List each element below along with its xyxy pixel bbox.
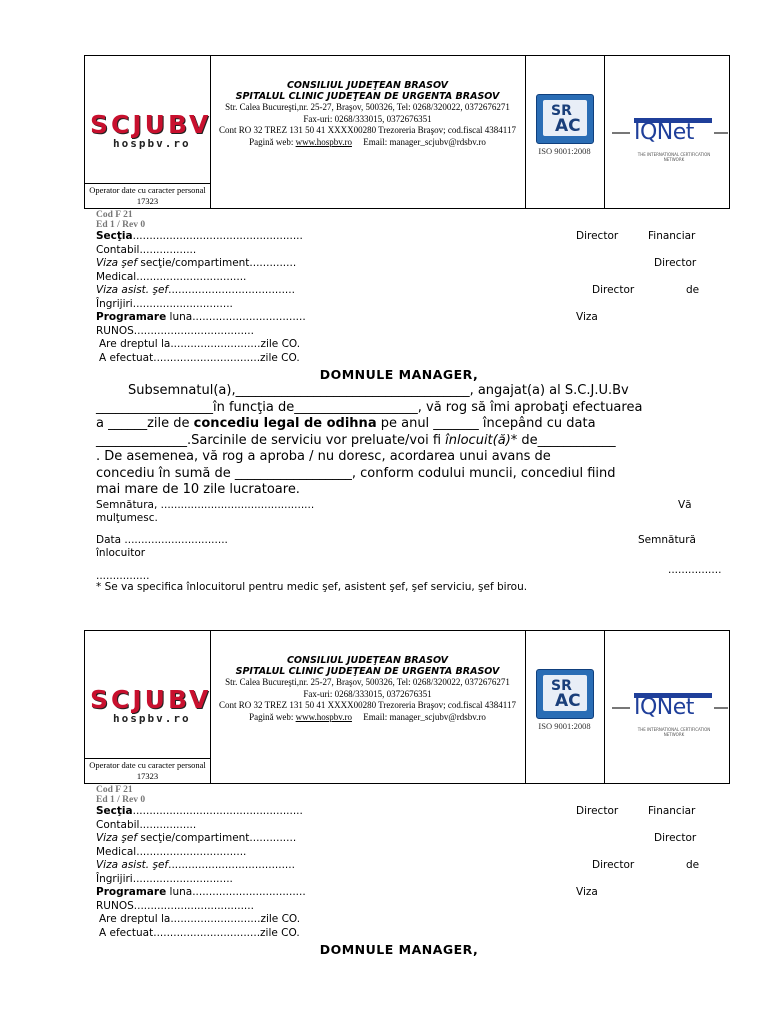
org-council: CONSILIUL JUDEŢEAN BRASOV <box>286 80 449 91</box>
ingrijiri-field-copy[interactable]: .............................. <box>132 872 233 885</box>
entitled-days[interactable]: Are dreptul la...........................zile CO. <box>99 338 301 350</box>
de-label-copy: de <box>686 859 700 871</box>
viza-asist-label-copy: Viza asist. şef <box>96 859 169 871</box>
programare-field[interactable]: luna.................................. <box>166 311 306 323</box>
address-copy: Str. Calea Bucureşti,nr. 25-27, Braşov, 500326, Tel: 0268/320022, 0372676271 <box>225 677 510 687</box>
srac-ac-copy: AC <box>555 691 581 711</box>
para-line-7: mai mare de 10 zile lucratoare. <box>96 482 300 497</box>
org-council-copy: CONSILIUL JUDEŢEAN BRASOV <box>286 655 449 666</box>
hospital-logo-sub: hospbv.ro <box>113 137 191 150</box>
srac-cell-copy <box>525 631 605 783</box>
iqnet-dash-right-copy <box>714 707 728 709</box>
director-ingrijiri-copy: Director <box>592 859 635 871</box>
srac-sr-copy: SR <box>551 678 572 694</box>
signature2-label: Semnătură <box>638 533 696 546</box>
director-ingrijiri: Director <box>592 284 635 296</box>
viza-asist-label: Viza asist. şef <box>96 284 169 296</box>
letterhead-copy <box>84 630 730 784</box>
iqnet-dash-left-copy <box>612 707 630 709</box>
medical-field-copy[interactable]: ................................. <box>136 845 247 858</box>
form-title-copy: DOMNULE MANAGER, <box>319 942 479 957</box>
programare-label: Programare <box>96 311 167 323</box>
runos-label-copy: RUNOS <box>96 899 134 912</box>
viza-sef-label-copy: Viza şef <box>96 832 138 844</box>
medical-label-copy: Medical <box>96 845 137 858</box>
form-edition-copy: Ed 1 / Rev 0 <box>96 795 146 805</box>
hospital-logo: SCJUBV <box>90 110 212 139</box>
email: Email: manager_scjubv@rdsbv.ro <box>363 136 486 147</box>
viza-label: Viza <box>576 311 598 323</box>
leave-form <box>96 210 722 595</box>
iqnet-logo: IQNet <box>634 120 694 145</box>
web-link[interactable]: www.hospbv.ro <box>295 136 352 147</box>
para-line-3: a ______zile de concediu legal de odihna pe anul _______ începând cu data <box>96 416 596 431</box>
para-line-1: Subsemnatul(a),____________________________________, angajat(a) al S.C.J.U.Bv <box>128 383 629 398</box>
taken-days[interactable]: A efectuat................................zile CO. <box>99 351 300 364</box>
iso-label: ISO 9001:2008 <box>538 146 591 156</box>
srac-ac: AC <box>555 116 581 136</box>
replacement-field[interactable]: ................ <box>96 569 150 582</box>
hospital-logo-sub-copy: hospbv.ro <box>113 712 191 725</box>
srac-cell <box>525 56 605 208</box>
iqnet-logo-copy: IQNet <box>634 695 694 720</box>
director-med-copy: Director <box>654 832 697 844</box>
fin-label-copy: Financiar <box>648 805 696 817</box>
letterhead <box>84 55 730 209</box>
para-line-6: concediu în sumă de __________________, conform codului muncii, concediul fiind <box>96 465 616 481</box>
replacement-label: înlocuitor <box>96 547 146 559</box>
para-line-5: . De asemenea, vă rog a aproba / nu doresc, acordarea unui avans de <box>96 449 551 464</box>
iqnet-subtitle: THE INTERNATIONAL CERTIFICATION NETWORK <box>637 152 711 162</box>
iqnet-cell <box>604 56 730 208</box>
iqnet-dash-left <box>612 132 630 134</box>
form-code: Cod F 21 <box>96 210 133 220</box>
ingrijiri-label: Îngrijiri <box>96 297 133 310</box>
contabil-field[interactable]: ................. <box>139 243 197 256</box>
contabil-field-copy[interactable]: ................. <box>139 818 197 831</box>
viza-asist-field[interactable]: ...................................... <box>168 284 295 296</box>
entitled-days-copy[interactable]: Are dreptul la...........................zile CO. <box>99 913 301 925</box>
thanks-label: mulţumesc. <box>96 512 158 524</box>
sectia-field[interactable]: ................................................... <box>132 230 303 242</box>
viza-asist-field-copy[interactable]: ...................................... <box>168 859 295 871</box>
fax-copy: Fax-uri: 0268/333015, 0372676351 <box>303 688 432 699</box>
para-line-4: ______________.Sarcinile de serviciu vor preluate/voi fi înlocuit(ă)* de____________ <box>96 432 616 448</box>
director-fin: Director <box>576 230 619 242</box>
institution-info-copy <box>210 631 526 783</box>
iqnet-subtitle-copy: THE INTERNATIONAL CERTIFICATION NETWORK <box>637 727 711 737</box>
request-paragraph <box>96 383 702 499</box>
director-med: Director <box>654 257 697 269</box>
viza-label-copy: Viza <box>576 886 598 898</box>
medical-label: Medical <box>96 270 137 283</box>
footnote: * Se va specifica înlocuitorul pentru medic şef, asistent şef, şef serviciu, şef birou. <box>96 581 528 593</box>
logo-cell-copy <box>85 631 211 783</box>
viza-sef-field-copy[interactable]: secţie/compartiment.............. <box>137 832 297 844</box>
runos-label: RUNOS <box>96 324 134 337</box>
programare-label-copy: Programare <box>96 886 167 898</box>
form-code-copy: Cod F 21 <box>96 785 133 795</box>
contabil-label-copy: Contabil <box>96 818 140 831</box>
leave-form-copy <box>96 785 702 957</box>
web-label: Pagină web: <box>249 136 294 147</box>
web-label-copy: Pagină web: <box>249 711 294 722</box>
srac-logo <box>536 94 594 144</box>
logo-cell <box>85 56 211 208</box>
iso-label-copy: ISO 9001:2008 <box>538 721 591 731</box>
srac-logo-copy <box>536 669 594 719</box>
sectia-label: Secţia <box>96 230 133 242</box>
para-line-2: __________________în funcţia de___________________, vă rog să îmi aprobaţi efectuarea <box>96 399 643 415</box>
bank-account-copy: Cont RO 32 TREZ 131 50 41 XXXX00280 Trezoreria Braşov; cod.fiscal 4384117 <box>219 700 516 710</box>
institution-info <box>210 56 526 208</box>
sectia-field-copy[interactable]: ................................................... <box>132 805 303 817</box>
fax: Fax-uri: 0268/333015, 0372676351 <box>303 113 432 124</box>
director-fin-copy: Director <box>576 805 619 817</box>
org-hospital: SPITALUL CLINIC JUDEŢEAN DE URGENTA BRASOV <box>235 91 500 102</box>
address: Str. Calea Bucureşti,nr. 25-27, Braşov, 500326, Tel: 0268/320022, 0372676271 <box>225 102 510 112</box>
runos-field-copy[interactable]: .................................... <box>133 899 254 912</box>
form-title: DOMNULE MANAGER, <box>319 367 479 382</box>
iqnet-cell-copy <box>604 631 730 783</box>
email-copy: Email: manager_scjubv@rdsbv.ro <box>363 711 486 722</box>
web-line <box>210 137 525 149</box>
iqnet-dash-right <box>714 132 728 134</box>
taken-days-copy[interactable]: A efectuat................................zile CO. <box>99 926 300 939</box>
operator-note-copy: Operator date cu caracter personal 17323 <box>85 758 210 783</box>
bank-account: Cont RO 32 TREZ 131 50 41 XXXX00280 Trezoreria Braşov; cod.fiscal 4384117 <box>219 125 516 135</box>
contabil-label: Contabil <box>96 243 140 256</box>
ingrijiri-label-copy: Îngrijiri <box>96 872 133 885</box>
sectia-label-copy: Secţia <box>96 805 133 817</box>
date-field[interactable]: Data ............................... <box>96 533 228 546</box>
medical-field[interactable]: ................................. <box>136 270 247 283</box>
replacement-sign-field[interactable]: ................ <box>668 563 722 576</box>
viza-sef-label: Viza şef <box>96 257 138 269</box>
web-line-copy <box>210 712 525 724</box>
hospital-logo-copy: SCJUBV <box>90 685 212 714</box>
org-hospital-copy: SPITALUL CLINIC JUDEŢEAN DE URGENTA BRASOV <box>235 666 500 677</box>
fin-label: Financiar <box>648 230 696 242</box>
programare-field-copy[interactable]: luna.................................. <box>166 886 306 898</box>
runos-field[interactable]: .................................... <box>133 324 254 337</box>
va-label: Vă <box>678 498 692 511</box>
web-link-copy[interactable]: www.hospbv.ro <box>295 711 352 722</box>
de-label: de <box>686 284 700 296</box>
operator-note: Operator date cu caracter personal 17323 <box>85 183 210 208</box>
signature-line[interactable]: Semnătura, .............................................. <box>96 498 315 511</box>
ingrijiri-field[interactable]: .............................. <box>132 297 233 310</box>
form-edition: Ed 1 / Rev 0 <box>96 220 146 230</box>
srac-sr: SR <box>551 103 572 119</box>
viza-sef-field[interactable]: secţie/compartiment.............. <box>137 257 297 269</box>
